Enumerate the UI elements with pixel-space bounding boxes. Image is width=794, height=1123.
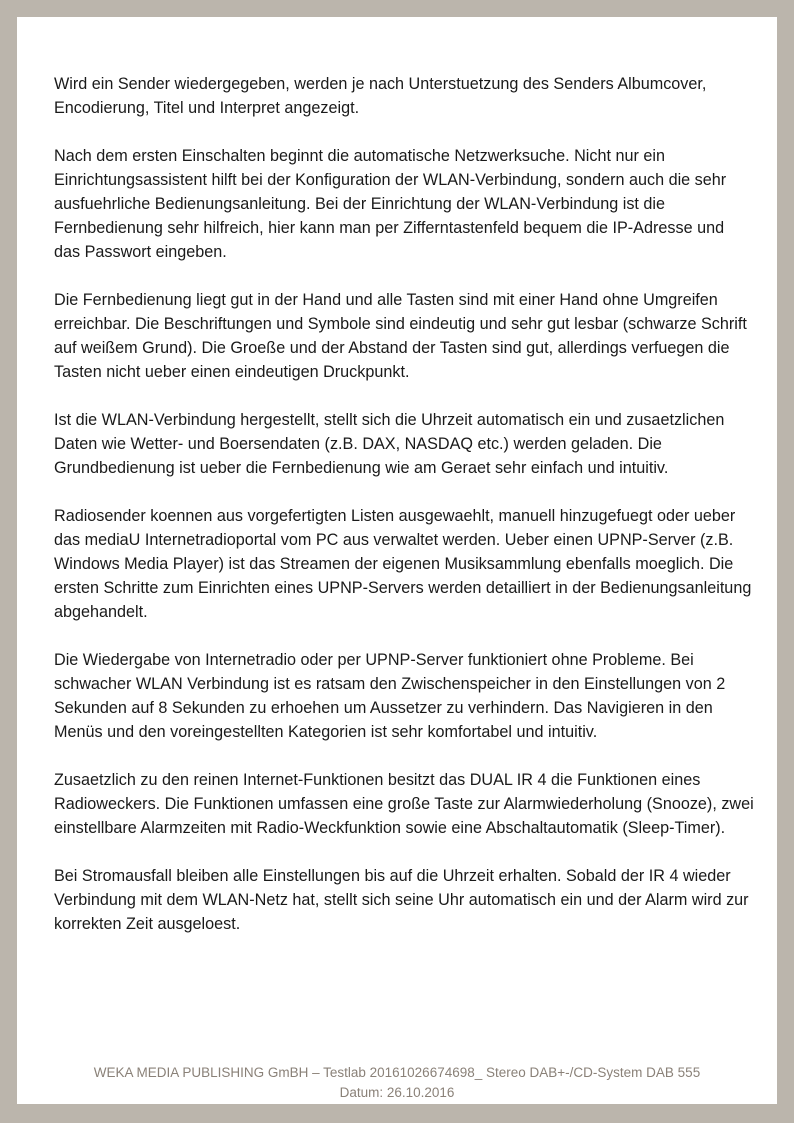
paragraph-3: Die Fernbedienung liegt gut in der Hand und alle Tasten sind mit einer Hand ohne Umgreifen erreichbar. Die Beschriftungen und Symbole sind eindeutig und sehr gut lesbar (schwarze Schrift auf weißem Grund). Die Groeße und der Abstand der Tasten sind gut, allerdings verfuegen die Tasten nicht ueber einen eindeutigen Druckpunkt. [54,291,747,381]
footer-publisher-line: WEKA MEDIA PUBLISHING GmBH – Testlab 20161026674698_ Stereo DAB+-/CD-System DAB 555 [93,1065,701,1080]
paragraph-8: Bei Stromausfall bleiben alle Einstellungen bis auf die Uhrzeit erhalten. Sobald der IR 4 wieder Verbindung mit dem WLAN-Netz hat, stellt sich seine Uhr automatisch ein und der Alarm wird zur korrekten Zeit ausgeloest. [54,867,749,933]
paragraph-5: Radiosender koennen aus vorgefertigten Listen ausgewaehlt, manuell hinzugefuegt oder ueber das mediaU Internetradioportal vom PC aus verwaltet werden. Ueber einen UPNP-Server (z.B. Windows Media Player) ist das Streamen der eigenen Musiksammlung ebenfalls moeglich. Die ersten Schritte zum Einrichten eines UPNP-Servers werden detailliert in der Bedienungsanleitung abgehandelt. [54,507,752,621]
paragraph-2: Nach dem ersten Einschalten beginnt die automatische Netzwerksuche. Nicht nur ein Einrichtungsassistent hilft bei der Konfiguration der WLAN-Verbindung, sondern auch die sehr ausfuehrliche Bedienungsanleitung. Bei der Einrichtung der WLAN-Verbindung ist die Fernbedienung sehr hilfreich, hier kann man per Zifferntastenfeld bequem die IP-Adresse und das Passwort eingeben. [54,147,727,261]
page-footer [17,1063,777,1103]
paragraph-1: Wird ein Sender wiedergegeben, werden je nach Unterstuetzung des Senders Albumcover, Encodierung, Titel und Interpret angezeigt. [54,75,707,117]
paragraph-7: Zusaetzlich zu den reinen Internet-Funktionen besitzt das DUAL IR 4 die Funktionen eines Radioweckers. Die Funktionen umfassen eine große Taste zur Alarmwiederholung (Snooze), zwei einstellbare Alarmzeiten mit Radio-Weckfunktion sowie eine Abschaltautomatik (Sleep-Timer). [54,771,754,837]
document-page [17,17,777,1104]
document-body [54,72,754,960]
paragraph-6: Die Wiedergabe von Internetradio oder per UPNP-Server funktioniert ohne Probleme. Bei schwacher WLAN Verbindung ist es ratsam den Zwischenspeicher in den Einstellungen von 2 Sekunden auf 8 Sekunden zu erhoehen um Aussetzer zu verhindern. Das Navigieren in den Menüs und den voreingestellten Kategorien ist sehr komfortabel und intuitiv. [54,651,726,741]
paragraph-4: Ist die WLAN-Verbindung hergestellt, stellt sich die Uhrzeit automatisch ein und zusaetzlichen Daten wie Wetter- und Boersendaten (z.B. DAX, NASDAQ etc.) werden geladen. Die Grundbedienung ist ueber die Fernbedienung wie am Geraet sehr einfach und intuitiv. [54,411,725,477]
footer-date-line: Datum: 26.10.2016 [339,1085,455,1100]
